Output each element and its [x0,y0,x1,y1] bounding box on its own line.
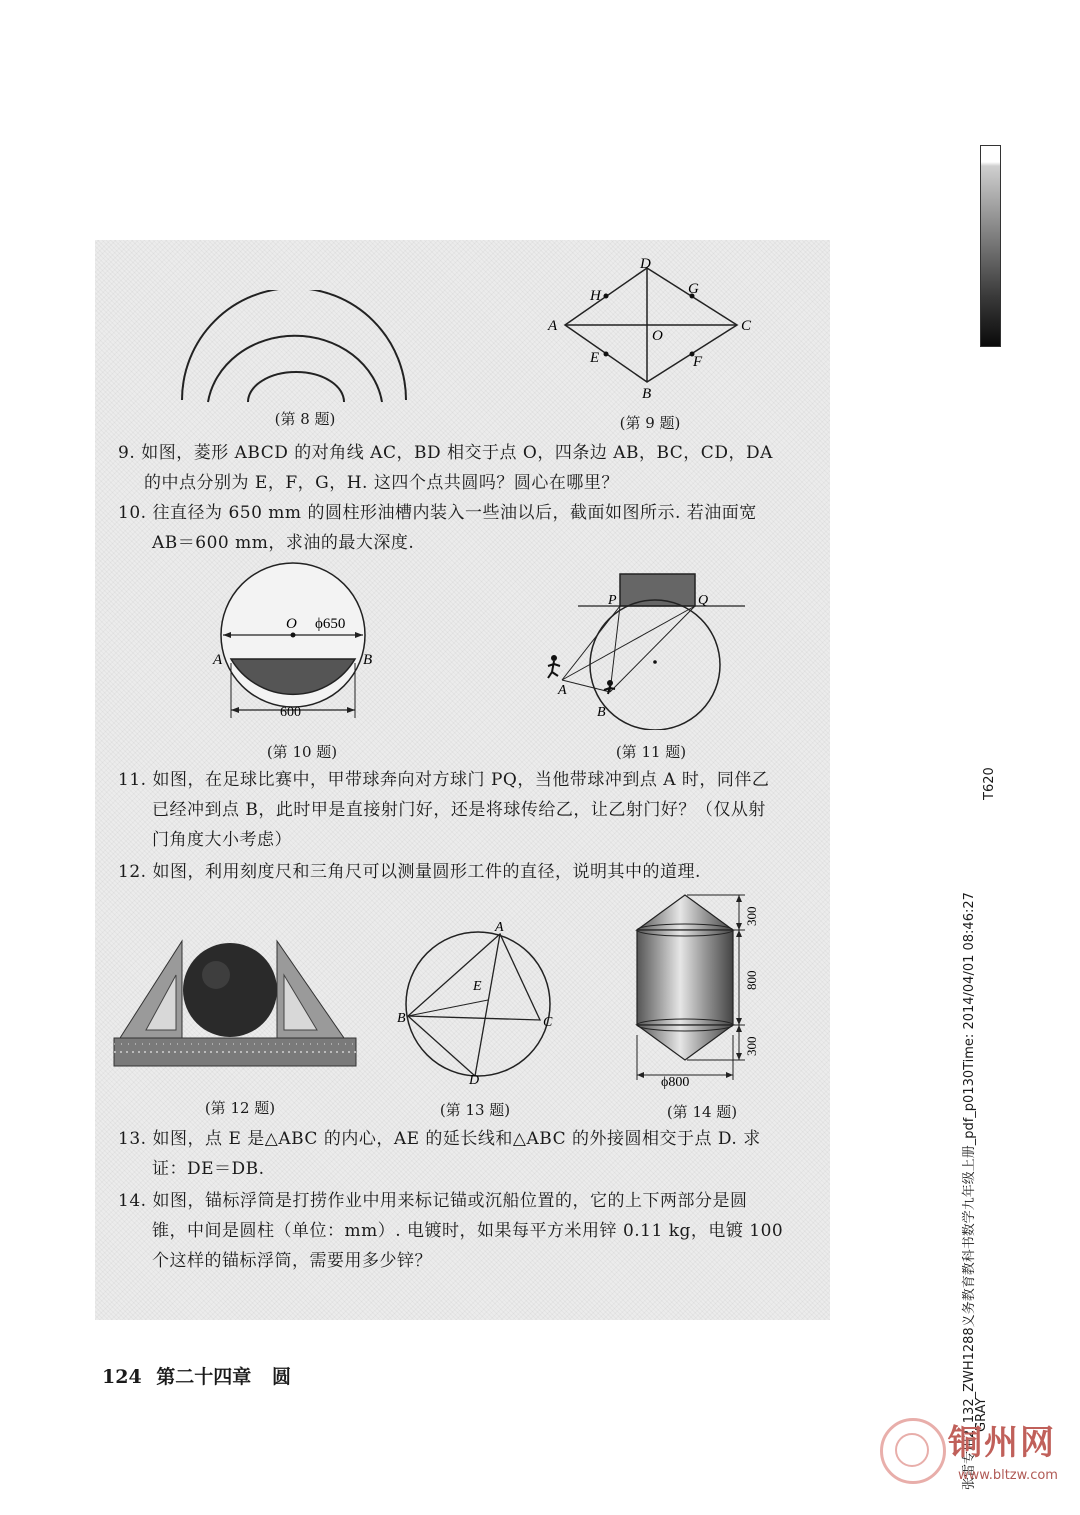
question-10-number: 10. [118,503,147,523]
question-11-line2: 已经冲到点 B，此时甲是直接射门好，还是将球传给乙，让乙射门好？（仅从射 [152,800,766,820]
question-9-line2: 的中点分别为 E，F，G，H. 这四个点共圆吗？圆心在哪里？ [144,473,619,493]
side-code: T620 [982,767,997,800]
label-B: B [642,386,652,402]
caption-q10: (第 10 题) [266,743,338,761]
caption-q12: (第 12 题) [204,1099,276,1117]
label-D: D [640,256,651,272]
label-A: A [495,920,504,935]
question-11 [118,765,808,855]
caption-q14: (第 14 题) [666,1103,738,1121]
question-13-line2: 证：DE＝DB. [152,1159,265,1179]
label-G: G [688,281,699,297]
chapter-label: 第二十四章 [156,1366,252,1388]
label-P: P [608,593,617,608]
question-14-line3: 个这样的锚标浮筒，需要用多少锌？ [152,1251,432,1271]
question-13-number: 13. [118,1129,147,1149]
label-D: D [469,1073,480,1088]
label-A: A [548,318,558,334]
diameter-label: ϕ650 [315,616,346,632]
label-E: E [473,979,482,994]
question-11-line3: 门角度大小考虑） [152,830,292,850]
question-14 [118,1186,808,1276]
question-11-number: 11. [118,770,147,790]
watermark-seal-icon [880,1418,946,1484]
question-14-number: 14. [118,1191,147,1211]
question-13 [118,1124,808,1184]
label-C: C [741,318,752,334]
figure-11-football-goal [540,570,760,730]
figure-14-anchor-buoy [625,890,785,1090]
label-A: A [213,652,223,668]
question-9-number: 9. [118,443,136,463]
diameter-label: ϕ800 [661,1075,690,1090]
watermark-url: www.bltzw.com [958,1468,1058,1483]
label-F: F [693,354,703,370]
label-B: B [397,1011,406,1026]
caption-q11: (第 11 题) [615,743,687,761]
width-label: 600 [280,705,301,720]
figure-13-inscribed-triangle [395,918,565,1088]
question-14-line1: 如图，锚标浮筒是打捞作业中用来标记锚或沉船位置的，它的上下两部分是圆 [152,1191,748,1211]
caption-q9: (第 9 题) [619,414,681,432]
label-H: H [590,288,601,304]
label-E: E [590,350,600,366]
side-stamp: 张雷专用2_132_ZWH1288义务教育教科书数学九年级上册_pdf_p0130Time: 2014/04/01 08:46:27 [962,892,977,1490]
question-14-line2: 锥，中间是圆柱（单位：mm）. 电镀时，如果每平方米用锌 0.11 kg，电镀 100 [152,1221,784,1241]
label-O: O [652,328,663,344]
label-C: C [543,1015,553,1030]
question-10-line1: 往直径为 650 mm 的圆柱形油槽内装入一些油以后，截面如图所示. 若油面宽 [152,503,757,523]
question-10 [118,498,808,558]
player-b-icon [604,680,615,694]
label-Q: Q [698,593,709,608]
question-9 [118,438,808,498]
question-12-line1: 如图，利用刻度尺和三角尺可以测量圆形工件的直径，说明其中的道理. [152,862,701,882]
label-B: B [597,705,606,720]
figure-8-arcs [170,290,420,410]
figure-12-ruler-set-squares [112,935,362,1070]
question-12 [118,857,808,887]
label-A: A [558,683,567,698]
figure-9-rhombus [530,250,780,410]
watermark-site: 铜州网 [948,1423,1056,1463]
figure-10-oil-tank [210,560,390,725]
side-gray-label: GRAY [974,1397,989,1432]
label-B: B [363,652,373,668]
top-height-label: 300 [744,906,759,926]
bottom-height-label: 300 [744,1036,759,1056]
question-11-line1: 如图，在足球比赛中，甲带球奔向对方球门 PQ，当他带球冲到点 A 时，同伴乙 [152,770,770,790]
player-a-icon [548,655,560,678]
caption-q13: (第 13 题) [439,1101,511,1119]
page-number: 124 [102,1366,142,1388]
caption-q8: (第 8 题) [274,410,336,428]
middle-height-label: 800 [744,970,759,990]
question-12-number: 12. [118,862,147,882]
gray-scale-bar [980,145,1001,347]
question-9-line1: 如图，菱形 ABCD 的对角线 AC，BD 相交于点 O，四条边 AB，BC，CD，DA [141,443,773,463]
page-footer [102,1362,291,1389]
chapter-title: 圆 [271,1366,291,1388]
question-13-line1: 如图，点 E 是△ABC 的内心，AE 的延长线和△ABC 的外接圆相交于点 D. 求 [152,1129,761,1149]
label-O: O [286,616,297,632]
question-10-line2: AB＝600 mm，求油的最大深度. [152,533,415,553]
